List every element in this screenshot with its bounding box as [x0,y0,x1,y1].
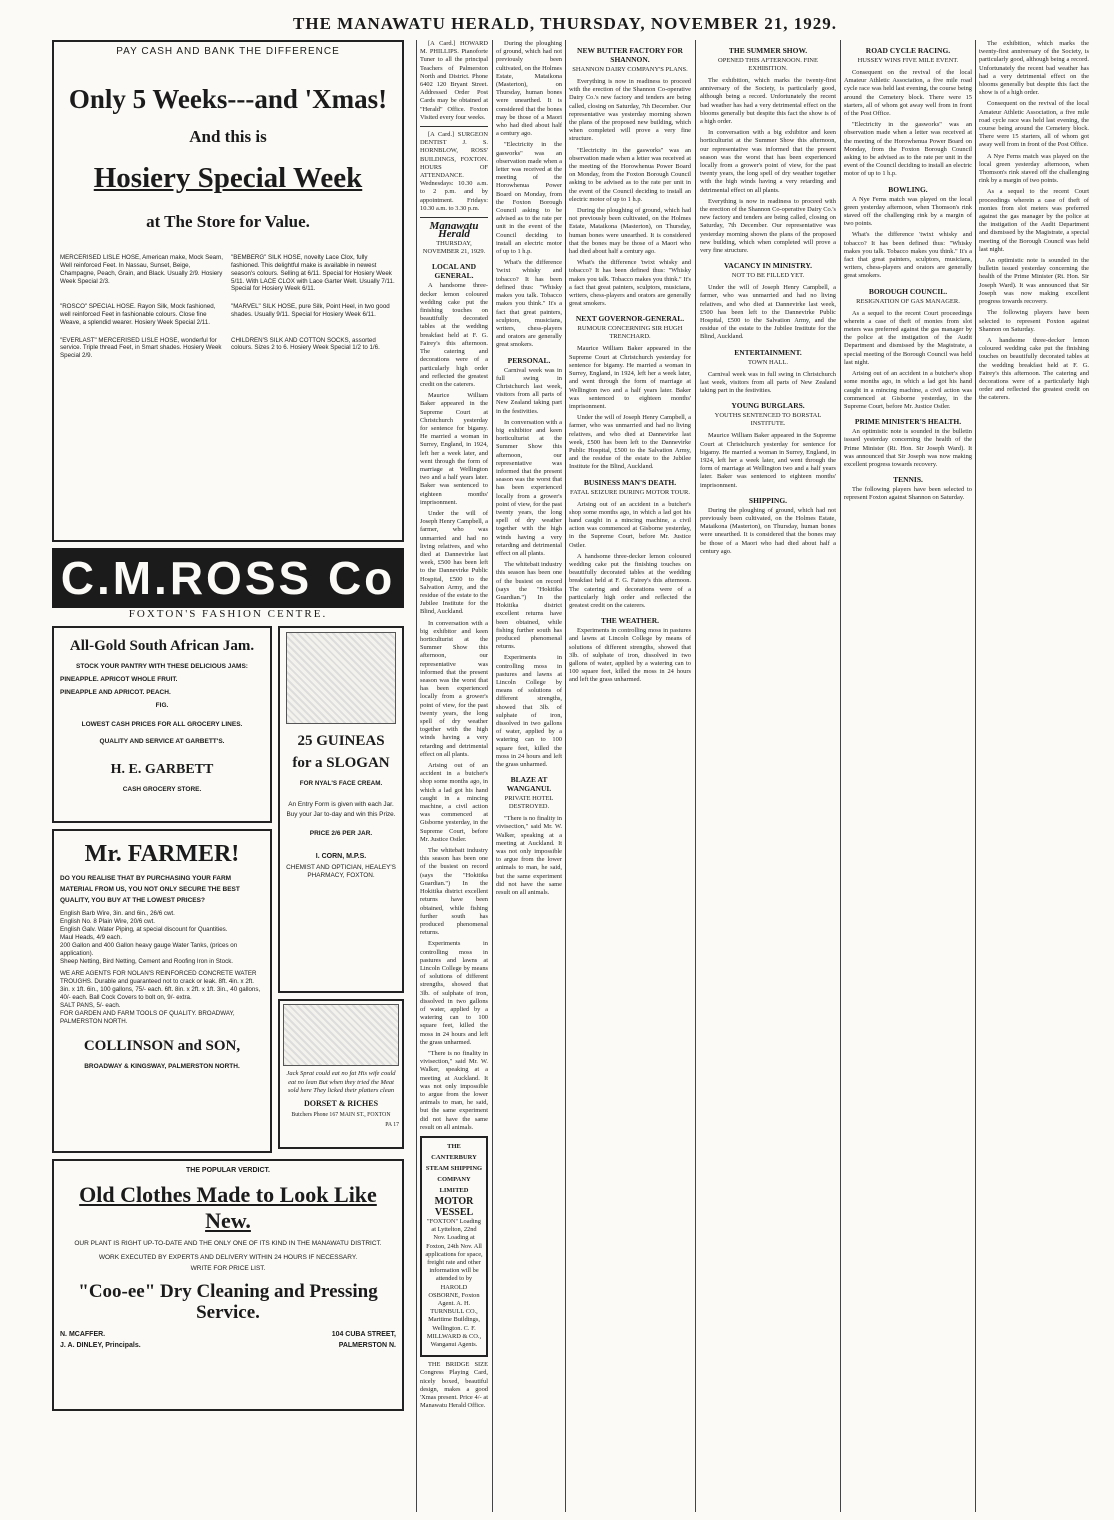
section-heading: NEW BUTTER FACTORY FOR SHANNON. [577,46,683,64]
steam-head: THE CANTERBURY STEAM SHIPPING COMPANY LIMITED [425,1142,483,1194]
column-6 [700,40,836,1512]
farmer-item: FOR GARDEN AND FARM TOOLS OF QUALITY. BROADWAY, PALMERSTON NORTH. [60,1010,235,1026]
farmer-name: COLLINSON and SON, [83,1038,241,1055]
article-paragraph: "Electricity in the gasworks" was an observation made when a letter was received at the meeting of the Horowhenua Power Board on Monday, from the Foxton Borough Council asking to be advised as to the rate per unit in the event of the Council deciding to install an electric motor of up to 1 h.p. [569,146,691,203]
section-heading: ENTERTAINMENT. [734,347,802,357]
ross-tagline: FOXTON'S FASHION CENTRE. [128,608,328,620]
garbett-sub: CASH GROCERY STORE. [122,786,202,794]
farmer-list [60,910,264,1026]
section-heading: PERSONAL. [507,355,551,365]
article-paragraph: Experiments in controlling moss in pastures and lawns at Lincoln College by means of solutions of different strengths, showed that 3lb. of sulphate of iron, dissolved in two gallons of water, applied by a watering can to 100 square feet, killed the moss in 24 hours and left the grass unharmed. [496,654,562,769]
steam-body: "FOXTON" Loading at Lyttelton, 22nd Nov. Loading at Foxton, 24th Nov. All applications for space, freight rate and other information will be attended to by HAROLD OSBORNE, Foxton Agent. A. H. TURNBULL CO., Maritime Buildings, Wellington. C. F. MILLWARD & CO., Wanganui Agents. [425,1217,483,1349]
column-rule [492,40,493,1512]
section-subheading: HUSSEY WINS FIVE MILE EVENT. [857,57,959,64]
garbett-line: QUALITY AND SERVICE AT GARBETT'S. [99,738,225,746]
article-paragraph: In conversation with a big exhibitor and keen horticulturist at the Summer Show this afternoon, our representative was informed that the present season was the worst that has been experienced locally from a grower's point of view, for the past twenty years, the long spell of dry weather together with the high winds having a very retarding and detrimental effect on all plants. [700,129,836,194]
garbett-advertisement [52,626,272,823]
slogan-line: An Entry Form is given with each Jar. [288,801,394,809]
farmer-item: 200 Gallon and 400 Gallon heavy gauge Water Tanks, (prices on application). [60,942,238,958]
section-subheading: PRIVATE HOTEL DESTROYED. [504,795,554,811]
hosiery-advertisement [52,40,404,542]
steam-title: MOTOR VESSEL [434,1195,474,1218]
ad-tagline: at The Store for Value. [146,212,310,232]
article-paragraph: "Electricity in the gasworks" was an observation made when a letter was received at the meeting of the Horowhenua Power Board on Monday, from the Foxton Borough Council asking to be advised as to the rate per unit in the event of the Council deciding to install an electric motor of up to 1 h.p. [496,141,562,256]
article-paragraph: Arising out of an accident in a butcher's shop some months ago, in which a lad got his hand caught in a mincing machine, a civil action was commenced at Gisborne yesterday, in the Supreme Court, before Mr. Justice Ostler. [844,370,972,410]
article-paragraph: A Nye Ferns match was played on the local green yesterday afternoon, when Thomson's rink staved off the challenging rink by a margin of two points. [979,152,1089,185]
column-7 [844,40,972,1512]
article-paragraph: Consequent on the revival of the local Amateur Athletic Association, a five mile road cycle race was held last evening, the course being around the Cemetery block. There were 15 starters, all of whom got away well from in front of the Post Office. [844,69,972,118]
woman-illustration-icon [286,632,396,724]
article-paragraph: Experiments in controlling moss in pastures and lawns at Lincoln College by means of solutions of different strengths, showed that 3lb. of sulphate of iron, dissolved in two gallons of water, applied by a watering can to 100 square feet, killed the moss in 24 hours and left the grass unharmed. [569,627,691,684]
column-rule [416,40,417,1512]
column-rule [840,40,841,1512]
article-paragraph: Consequent on the revival of the local Amateur Athletic Association, a five mile road cycle race was held last evening, the course being around the Cemetery block. There were 15 starters, all of whom got away well from in front of the Post Office. [979,100,1089,149]
section-heading: TENNIS. [893,475,923,485]
farmer-item: English Barb Wire, 3in. and 6in., 26/6 cwt. [60,910,175,918]
article-paragraph: The whitebait industry this season has been one of the busiest on record (says the "Hokitika Guardian.") In the Hokitika district excellent returns have been obtained, while fishing further south has produced phenomenal returns. [496,561,562,651]
slogan-title: 25 GUINEAS for a SLOGAN [292,733,390,772]
farmer-item: English Galv. Water Piping, at special discount for Quantities. [60,926,228,934]
cleaning-top: THE POPULAR VERDICT. [185,1167,270,1175]
cleaning-line: OUR PLANT IS RIGHT UP-TO-DATE AND THE ONLY ONE OF ITS KIND IN THE MANAWATU DISTRICT. [74,1240,382,1248]
column-rule [695,40,696,1512]
article-paragraph: Under the will of Joseph Henry Campbell, a farmer, who was unmarried and had no living relatives, and who died at Dannevirke last week, £500 has been left to the Dannevirke Public Hospital, £500 to the Salvation Army, and the residue of the estate to the Jubilee Institute for the Blind, Auckland. [700,284,836,341]
section-heading: LOCAL AND GENERAL. [432,262,476,281]
section-subheading: FATAL SEIZURE DURING MOTOR TOUR. [570,488,690,496]
card-dentist: [A Card.] SURGEON DENTIST J. S. HORNBLOW, ROSS' BUILDINGS, FOXTON. HOURS OF ATTENDANCE. Wednesdays: 10.30 a.m. to 2 p.m. and by appointment. Fridays: 10.30 a.m. to 3.30 p.m. [420,131,488,212]
garbett-line: LOWEST CASH PRICES FOR ALL GROCERY LINES. [81,721,243,729]
garbett-name: H. E. GARBETT [110,762,214,778]
article-paragraph: Under the will of Joseph Henry Campbell, a farmer, who was unmarried and had no living relatives, and who died at Dannevirke last week, £500 has been left to the Dannevirke Public Hospital, £500 to the Salvation Army, and the residue of the estate to the Jubilee Institute for the Blind, Auckland. [569,414,691,471]
article-paragraph: In conversation with a big exhibitor and keen horticulturist at the Summer Show this afternoon, our representative was informed that the present season was the worst that has been experienced locally from a grower's point of view, for the past twenty years, the long spell of dry weather together with the high winds having a very retarding and detrimental effect on all plants. [420,619,488,758]
section-heading: SHIPPING. [748,495,788,505]
section-subheading: NOT TO BE FILLED YET. [731,272,805,280]
farmer-addr: BROADWAY & KINGSWAY, PALMERSTON NORTH. [84,1063,240,1071]
article-paragraph: In conversation with a big exhibitor and keen horticulturist at the Summer Show this afternoon, our representative was informed that the present season was the worst that has been experienced locally from a grower's point of view, for the past twenty years, the long spell of dry weather together with the high winds having a very retarding and detrimental effect on all plants. [496,418,562,557]
article-paragraph: "Electricity in the gasworks" was an observation made when a letter was received at the meeting of the Horowhenua Power Board on Monday, from the Foxton Borough Council asking to be advised as to the rate per unit in the event of the Council deciding to install an electric motor of up to 1 h.p. [844,121,972,178]
article-paragraph: What's the difference 'twixt whisky and tobacco? It has been defined thus: "Whisky makes you talk. Tobacco makes you think." It's a fact that great painters, sculptors, musicians, writers, chess-players and orators are generally great smokers. [496,259,562,349]
garbett-line: PINEAPPLE. APRICOT WHOLE FRUIT. [60,676,178,684]
cleaning-name: "Coo-ee" Dry Cleaning and Pressing Service. [78,1280,378,1323]
garbett-line: STOCK YOUR PANTRY WITH THESE DELICIOUS JAMS: [76,663,248,671]
column-rule [565,40,566,1512]
section-heading: THE WEATHER. [600,616,660,626]
garbett-title: All-Gold South African Jam. [69,638,255,655]
hosiery-item: MERCERISED LISLE HOSE, American make, Mock Seam, Well reinforced Feet. In Nassau, Sunset, Beige, Champagne, Peach, Grain, and Black. Usually 2/9. Hosiery Week Special 2/3. [60,254,223,285]
article-paragraph: "There is no finality in vivisection," said Mr. W. Walker, speaking at a meeting at Auckland. It was not only impossible to argue from the lower animals to man, he said, but the same experiment did not have the same result on all animals. [496,815,562,897]
article-paragraph: A Nye Ferns match was played on the local green yesterday afternoon, when Thomson's rink staved off the challenging rink by a margin of two points. [844,195,972,228]
butcher-advertisement [278,999,404,1149]
farmer-item: Sheep Netting, Bird Netting, Cement and Roofing Iron in Stock. [60,958,234,966]
column-4 [496,40,562,1512]
section-heading: NEXT GOVERNOR-GENERAL. [575,314,685,324]
article-paragraph: The exhibition, which marks the twenty-first anniversary of the Society, is particularly good, although being a record. Unfortunately the recent bad weather has had a very detrimental effect on the blooms generally but despite this fact the show is of a high order. [700,77,836,126]
jack-sprat-illustration-icon [283,1004,399,1066]
article-paragraph: As a sequel to the recent Court proceedings wherein a case of theft of monies from slot meters was preferred against the gas manager by the police at the instigation of the Audit Department and dismissed by the Magistrate, a special meeting of the Borough Council was held last night. [844,309,972,366]
article-paragraph: Maurice William Baker appeared in the Supreme Court at Christchurch yesterday for sentence for bigamy. He married a woman in Surrey, England, in 1924, left her a week later, and went through the form of marriage at Wellington two and a half years later. Baker was sentenced to eighteen months' imprisonment. [700,432,836,489]
section-subheading: YOUTHS SENTENCED TO BORSTAL INSTITUTE. [714,412,822,428]
section-subheading: TOWN HALL. [748,358,788,366]
article-paragraph: As a sequel to the recent Court proceedings wherein a case of theft of monies from slot meters was preferred against the gas manager by the police at the instigation of the Audit Department and dismissed by the Magistrate, a special meeting of the Borough Council was held last night. [979,188,1089,253]
column-3 [420,40,488,1512]
article-paragraph: During the ploughing of ground, which had not previously been cultivated, on the Holmes Estate, Mataikona (Masterton), on Thursday, human bones were unearthed. It is considered that the bones may be those of a Maori who had died about half a century ago. [569,207,691,256]
hosiery-item: "BEMBERG" SILK HOSE, novelty Lace Clox, fully fashioned. This delightful make is available in newest season's colours. Selling at 6/11. Special for Hosiery Week 5/11. With LACE CLOX with Lace Garter Welt. Usually 7/11. Special for Hosiery Week 6/11. [231,254,395,293]
article-paragraph: Carnival week was in full swing in Christchurch last week, visitors from all parts of New Zealand taking part in the festivities. [496,366,562,415]
article-paragraph: Under the will of Joseph Henry Campbell, a farmer, who was unmarried and had no living relatives, and who died at Dannevirke last week, £500 has been left to the Dannevirke Public Hospital, £500 to the Salvation Army, and the residue of the estate to the Jubilee Institute for the Blind, Auckland. [420,509,488,616]
article-paragraph: Maurice William Baker appeared in the Supreme Court at Christchurch yesterday for sentence for bigamy. He married a woman in Surrey, England, in 1924, left her a week later, and went through the form of marriage at Wellington two and a half years later. Baker was sentenced to eighteen months' imprisonment. [420,392,488,506]
slogan-chemist: I. CORN, M.P.S. [315,852,367,860]
column-rule [975,40,976,1512]
article-paragraph: A handsome three-decker lemon coloured wedding cake put the finishing touches on beautifully decorated tables at the wedding breakfast held at F. G. Fairey's this afternoon. The catering and decorations were of a particularly high order and reflected the greatest credit on the caterers. [569,552,691,609]
farmer-item: English No. 8 Plain Wire, 20/6 cwt. [60,918,155,926]
article-paragraph: Carnival week was in full swing in Christchurch last week, visitors from all parts of New Zealand taking part in the festivities. [700,370,836,395]
butcher-name: DORSET & RICHES [303,1098,379,1108]
column-5 [569,40,691,1512]
article-paragraph: What's the difference 'twixt whisky and tobacco? It has been defined thus: "Whisky makes you talk. Tobacco makes you think." It's a fact that great painters, sculptors, musicians, writers, chess-players and orators are generally great smokers. [844,231,972,280]
article-paragraph: The following players have been selected to represent Foxton against Shannon on Saturday. [979,309,1089,333]
steamship-advertisement [420,1136,488,1357]
cleaning-title: Old Clothes Made to Look Like New. [79,1182,377,1234]
article-paragraph: An optimistic note is sounded in the bulletin issued yesterday concerning the health of the Prime Minister (Rt. Hon. Sir Joseph Ward). It was announced that Sir Joseph was now making excellent progress towards recovery. [844,428,972,468]
section-heading: YOUNG BURGLARS. [731,401,805,411]
article-paragraph: The whitebait industry this season has been one of the busiest on record (says the "Hokitika Guardian.") In the Hokitika district excellent returns have been obtained, while fishing further south has produced phenomenal returns. [420,847,488,937]
butcher-rhyme: Jack Sprat could eat no fat His wife could eat no lean But when they tried the Meat sold here They licked their platters clean [286,1070,396,1095]
butcher-ref: PA 17 [385,1121,399,1128]
article-paragraph: What's the difference 'twixt whisky and tobacco? It has been defined thus: "Whisky makes you talk. Tobacco makes you think." It's a fact that great painters, sculptors, musicians, writers, chess-players and orators are generally great smokers. [569,259,691,308]
ad-headline: Only 5 Weeks---and 'Xmas! [68,84,388,115]
slogan-address: CHEMIST AND OPTICIAN, HEALEY'S PHARMACY, FOXTON. [286,863,396,879]
hosiery-item: "EVERLAST" MERCERISED LISLE HOSE, wonderful for service. Triple thread Feet, in Smart shades. Hosiery Week Special 2/9. [60,336,222,360]
bridge-card-ad: THE BRIDGE SIZE Congress Playing Card, nicely boxed, beautiful design, makes a good 'Xmas present. Price 4/- at Manawatu Herald Office. [420,1361,488,1410]
hosiery-item: CHILDREN'S SILK AND COTTON SOCKS, assorted colours. Sizes 2 to 6. Hosiery Week Special 1/2 to 1/6. [231,336,380,352]
advertisement-column [52,40,404,1512]
article-paragraph: An optimistic note is sounded in the bulletin issued yesterday concerning the health of the Prime Minister (Rt. Hon. Sir Joseph Ward). It was announced that Sir Joseph was now making excellent progress towards recovery. [979,257,1089,306]
butcher-sub: Butchers Phone 167 MAIN ST., FOXTON [291,1111,391,1118]
article-paragraph: The exhibition, which marks the twenty-first anniversary of the Society, is particularly good, although being a record. Unfortunately the recent bad weather has had a very detrimental effect on the blooms generally but despite this fact the show is of a high order. [979,40,1089,97]
article-paragraph: A handsome three-decker lemon coloured wedding cake put the finishing touches on beautifully decorated tables at the wedding breakfast held at F. G. Fairey's this afternoon. The catering and decorations were of a particularly high order and reflected the greatest credit on the caterers. [420,282,488,388]
farmer-intro: DO YOU REALISE THAT BY PURCHASING YOUR FARM MATERIAL FROM US, YOU NOT ONLY SECURE THE BEST QUALITY, YOU BUY AT THE LOWEST PRICES? [60,875,240,905]
dry-cleaning-advertisement [52,1159,404,1411]
section-heading: BOROUGH COUNCIL. [868,286,948,296]
section-subheading: SHANNON DAIRY COMPANY'S PLANS. [572,66,688,73]
hosiery-item: "ROSCO" SPECIAL HOSE. Rayon Silk, Mock fashioned, well reinforced Feet in fashionable colours. Close fine Weave, a splendid wearer. Hosiery Week Special 2/11. [60,303,216,326]
paper-date: THURSDAY, NOVEMBER 21, 1929. [422,240,486,256]
card-phillips: [A Card.] HOWARD M. PHILLIPS. Pianoforte Tuner to all the principal Teachers of Palmerston North and District. Phone 6402 120 Bryant Street. Addressed Order Post Cards may be obtained at "Herald" Office. Foxton Visited every four weeks. [420,40,488,121]
section-heading: THE SUMMER SHOW. [728,46,808,55]
section-heading: BLAZE AT WANGANUI. [506,775,552,794]
section-heading: ROAD CYCLE RACING. [865,46,951,55]
cleaning-foot: J. A. DINLEY, Principals. [60,1341,141,1349]
article-paragraph: A handsome three-decker lemon coloured wedding cake put the finishing touches on beautifully decorated tables at the wedding breakfast held at F. G. Fairey's this afternoon. The catering and decorations were of a particularly high order and reflected the greatest credit on the caterers. [979,336,1089,402]
ross-logo: C.M.ROSS Co [52,548,404,608]
section-heading: BUSINESS MAN'S DEATH. [583,477,677,487]
slogan-price: PRICE 2/6 PER JAR. [309,829,373,837]
masthead: THE MANAWATU HERALD, THURSDAY, NOVEMBER 21, 1929. [293,14,837,33]
article-paragraph: Experiments in controlling moss in pastures and lawns at Lincoln College by means of solutions of different strengths, showed that 3lb. of sulphate of iron, dissolved in two gallons of water, applied by a watering can to 100 square feet, killed the moss in 24 hours and left the grass unharmed. [420,940,488,1046]
article-paragraph: Arising out of an accident in a butcher's shop some months ago, in which a lad got his hand caught in a mincing machine, a civil action was commenced at Gisborne yesterday, in the Supreme Court, before Mr. Justice Ostler. [569,500,691,549]
farmer-advertisement [52,829,272,1153]
section-subheading: RESIGNATION OF GAS MANAGER. [856,297,960,305]
cleaning-line: WRITE FOR PRICE LIST. [190,1264,266,1272]
section-subheading: RUMOUR CONCERNING SIR HUGH TRENCHARD. [577,325,683,341]
article-paragraph: During the ploughing of ground, which had not previously been cultivated, on the Holmes Estate, Mataikona (Masterton), on Thursday, human bones were unearthed. It is considered that the bones may be those of a Maori who had died about half a century ago. [496,40,562,138]
article-paragraph: Everything is now in readiness to proceed with the erection of the Shannon Co-operative Dairy Co.'s new factory and tenders are being called, closing on Saturday, 7th December. Our representative was yesterday morning shown the plans of the proposed new building, which when completed will prove a very fine structure. [700,197,836,255]
farmer-item: SALT PANS, 5/- each. [60,1002,121,1010]
slogan-sub: FOR NYAL'S FACE CREAM. [299,780,383,788]
garbett-line: FIG. [155,702,169,710]
cleaning-line: WORK EXECUTED BY EXPERTS AND DELIVERY WITHIN 24 HOURS IF NECESSARY. [98,1254,358,1262]
hosiery-item: "MARVEL" SILK HOSE, pure Silk, Point Heel, in two good shades. Usually 9/11. Special for Hosiery Week 6/11. [231,303,390,318]
article-paragraph: "There is no finality in vivisection," said Mr. W. Walker, speaking at a meeting at Auckland. It was not only impossible to argue from the lower animals to man, he said, but the same experiment did not have the same result on all animals. [420,1049,488,1131]
farmer-item: Maul Heads, 4/9 each. [60,934,122,942]
hosiery-list [60,254,396,364]
farmer-item: WE ARE AGENTS FOR NOLAN'S REINFORCED CONCRETE WATER TROUGHS. Durable and guaranteed not to crack or leak. 8ft. 4in. x 2ft. 3in. x 1ft. 6in., 100 gallons, 75/- each. 6ft. 8in. x 2ft. x 1ft. 3in., 40 gallons, 40/- each. Ball Cock Covers to bolt on, 9/- extra. [60,970,261,1002]
cleaning-foot: 104 CUBA STREET, [331,1330,396,1338]
article-paragraph: Arising out of an accident in a butcher's shop some months ago, in which a lad got his hand caught in a mincing machine, a civil action was commenced at Gisborne yesterday, in the Supreme Court, before Mr. Justice Ostler. [420,762,488,843]
column-8 [979,40,1089,1512]
article-paragraph: During the ploughing of ground, which had not previously been cultivated, on the Holmes Estate, Mataikona (Masterton), on Thursday, human bones were unearthed. It is considered that the bones may be those of a Maori who had died about half a century ago. [700,506,836,555]
section-heading: PRIME MINISTER'S HEALTH. [854,417,962,427]
slogan-line: Buy your Jar to-day and win this Prize. [286,811,396,819]
farmer-title: Mr. FARMER! [84,841,240,868]
ad-subheadline: And this is [189,127,267,147]
slogan-advertisement [278,626,404,993]
garbett-line: PINEAPPLE AND APRICOT. PEACH. [60,689,171,697]
paper-nameplate: Manawatu Herald [429,220,479,241]
article-paragraph: Everything is now in readiness to proceed with the erection of the Shannon Co-operative Dairy Co.'s new factory and tenders are being called, closing on Saturday, 7th December. Our representative was yesterday morning shown the plans of the proposed new building, which when completed will prove a very fine structure. [569,78,691,143]
article-paragraph: The following players have been selected to represent Foxton against Shannon on Saturday. [844,486,972,502]
ad-feature: Hosiery Special Week [93,162,363,195]
section-heading: VACANCY IN MINISTRY. [723,261,812,271]
section-subheading: OPENED THIS AFTERNOON. FINE EXHIBITION. [718,57,818,72]
ad-top-line: PAY CASH AND BANK THE DIFFERENCE [116,46,340,57]
cleaning-foot: N. MCAFFER. [60,1330,106,1338]
section-heading: BOWLING. [888,184,928,194]
cleaning-foot: PALMERSTON N. [338,1341,396,1349]
article-paragraph: Maurice William Baker appeared in the Supreme Court at Christchurch yesterday for sentence for bigamy. He married a woman in Surrey, England, in 1924, left her a week later, and went through the form of marriage at Wellington two and a half years later. Baker was sentenced to eighteen months' imprisonment. [569,345,691,410]
